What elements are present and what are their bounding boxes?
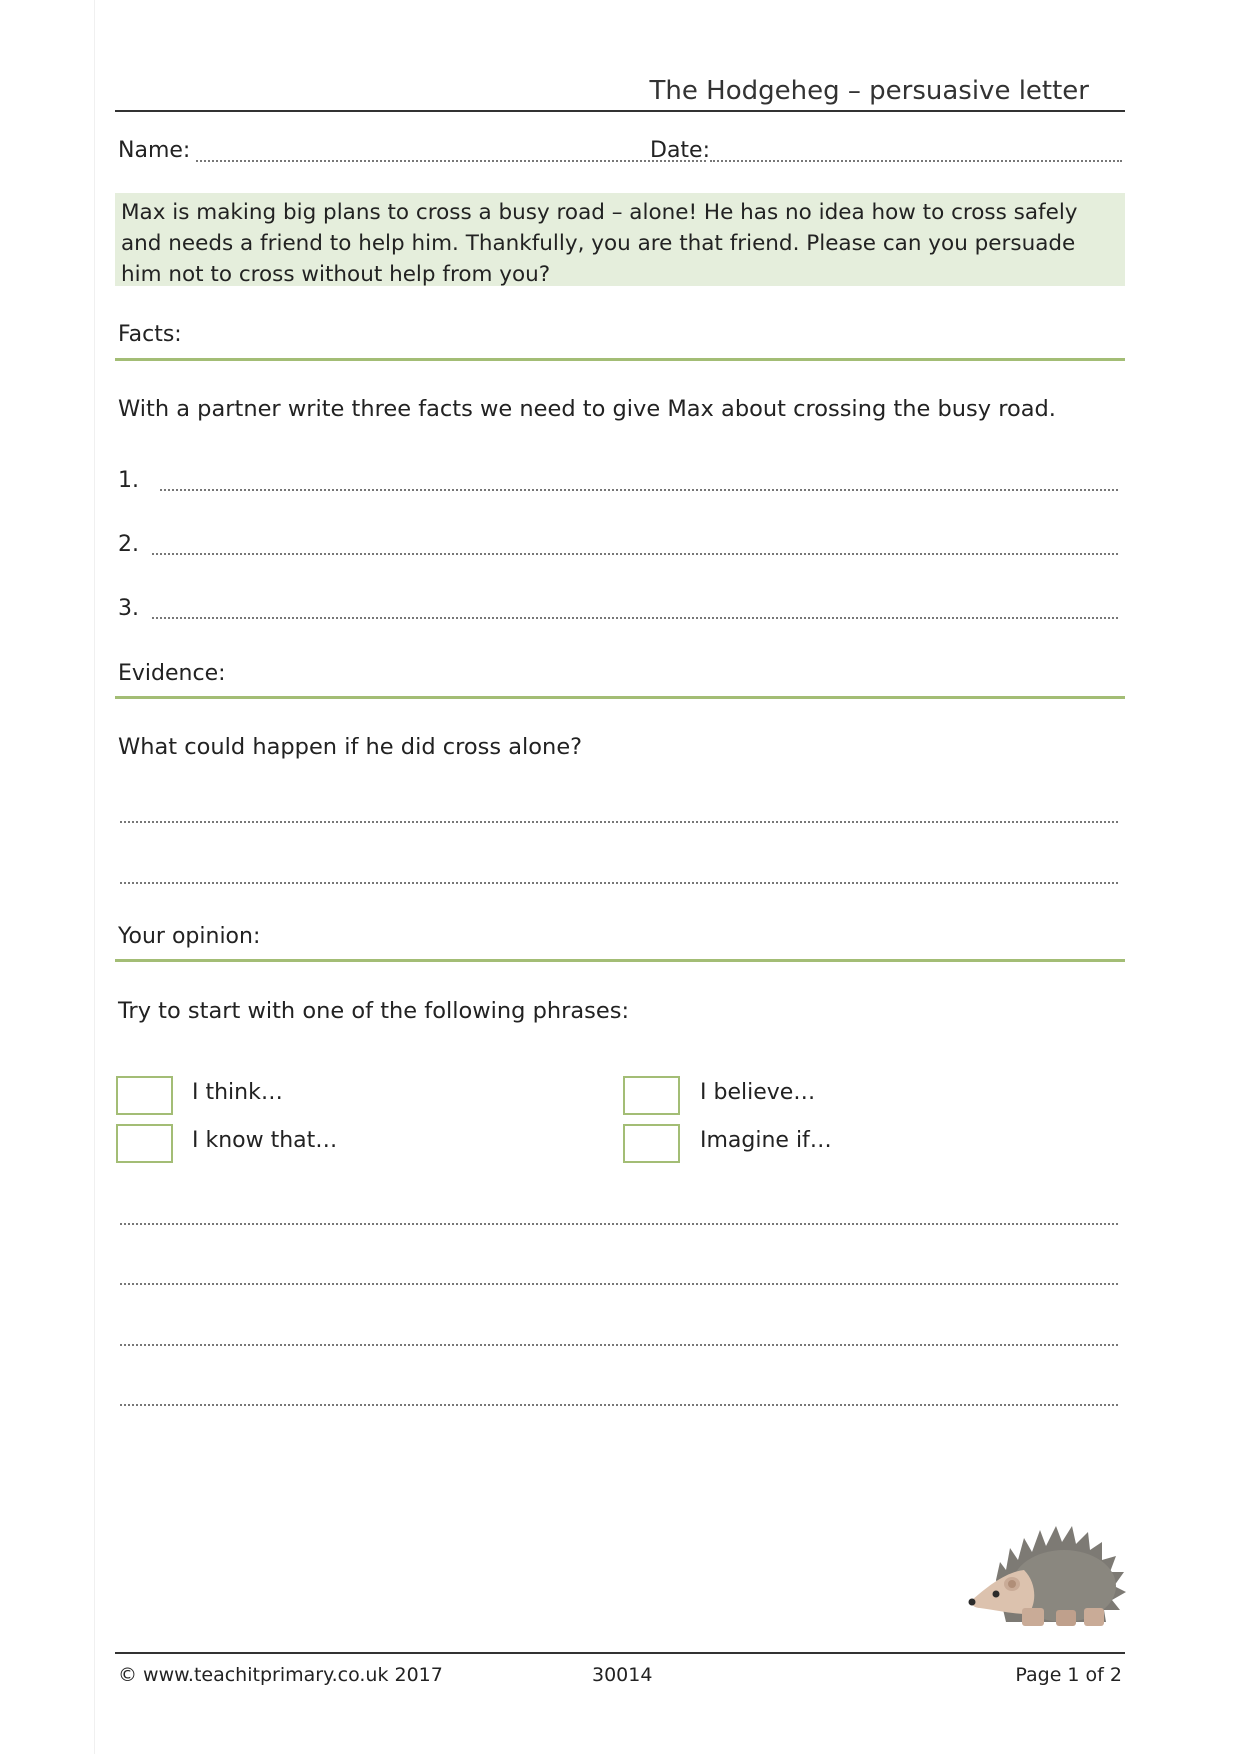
opinion-prompt: Try to start with one of the following phrases: <box>118 998 630 1024</box>
intro-text: Max is making big plans to cross a busy road – alone! He has no idea how to cross safely and needs a friend to help him. Thankfully, you are that friend. Please can you persuade him not to cross without help from you? <box>121 200 1078 287</box>
page-margin-rule <box>94 0 95 1754</box>
opinion-answer-line-1[interactable] <box>120 1223 1118 1225</box>
intro-box <box>115 193 1125 286</box>
phrase-i-think: I think… <box>192 1080 283 1105</box>
opinion-answer-line-2[interactable] <box>120 1283 1118 1285</box>
fact-answer-line-3[interactable] <box>152 617 1118 619</box>
page-title: The Hodgeheg – persuasive letter <box>649 76 1089 106</box>
evidence-answer-line-1[interactable] <box>120 821 1118 823</box>
fact-answer-line-1[interactable] <box>160 489 1118 491</box>
evidence-rule <box>115 696 1125 699</box>
checkbox-i-know-that[interactable] <box>116 1124 173 1163</box>
name-date-row <box>118 138 1118 174</box>
page-footer <box>115 1652 1125 1692</box>
opinion-answer-line-4[interactable] <box>120 1404 1118 1406</box>
facts-rule <box>115 358 1125 361</box>
checkbox-imagine-if[interactable] <box>623 1124 680 1163</box>
footer-copyright: © www.teachitprimary.co.uk 2017 <box>118 1664 443 1686</box>
opinion-heading: Your opinion: <box>118 924 261 949</box>
page-header <box>115 70 1125 112</box>
evidence-prompt: What could happen if he did cross alone? <box>118 734 583 760</box>
phrase-imagine-if: Imagine if… <box>700 1128 832 1153</box>
hedgehog-icon <box>966 1510 1134 1634</box>
fact-number-3: 3. <box>118 596 139 621</box>
checkbox-i-believe[interactable] <box>623 1076 680 1115</box>
phrase-i-believe: I believe… <box>700 1080 816 1105</box>
fact-number-2: 2. <box>118 532 139 557</box>
name-field[interactable] <box>196 160 706 162</box>
footer-resource-code: 30014 <box>592 1664 653 1686</box>
fact-number-1: 1. <box>118 468 139 493</box>
footer-page-number: Page 1 of 2 <box>1015 1664 1122 1686</box>
checkbox-i-think[interactable] <box>116 1076 173 1115</box>
facts-heading: Facts: <box>118 322 182 347</box>
fact-answer-line-2[interactable] <box>152 553 1118 555</box>
date-field[interactable] <box>710 160 1122 162</box>
evidence-answer-line-2[interactable] <box>120 882 1118 884</box>
phrase-i-know-that: I know that… <box>192 1128 338 1153</box>
date-label: Date: <box>650 138 710 163</box>
name-label: Name: <box>118 138 191 163</box>
opinion-answer-line-3[interactable] <box>120 1344 1118 1346</box>
evidence-heading: Evidence: <box>118 661 226 686</box>
opinion-rule <box>115 959 1125 962</box>
facts-prompt: With a partner write three facts we need to give Max about crossing the busy road. <box>118 396 1056 422</box>
